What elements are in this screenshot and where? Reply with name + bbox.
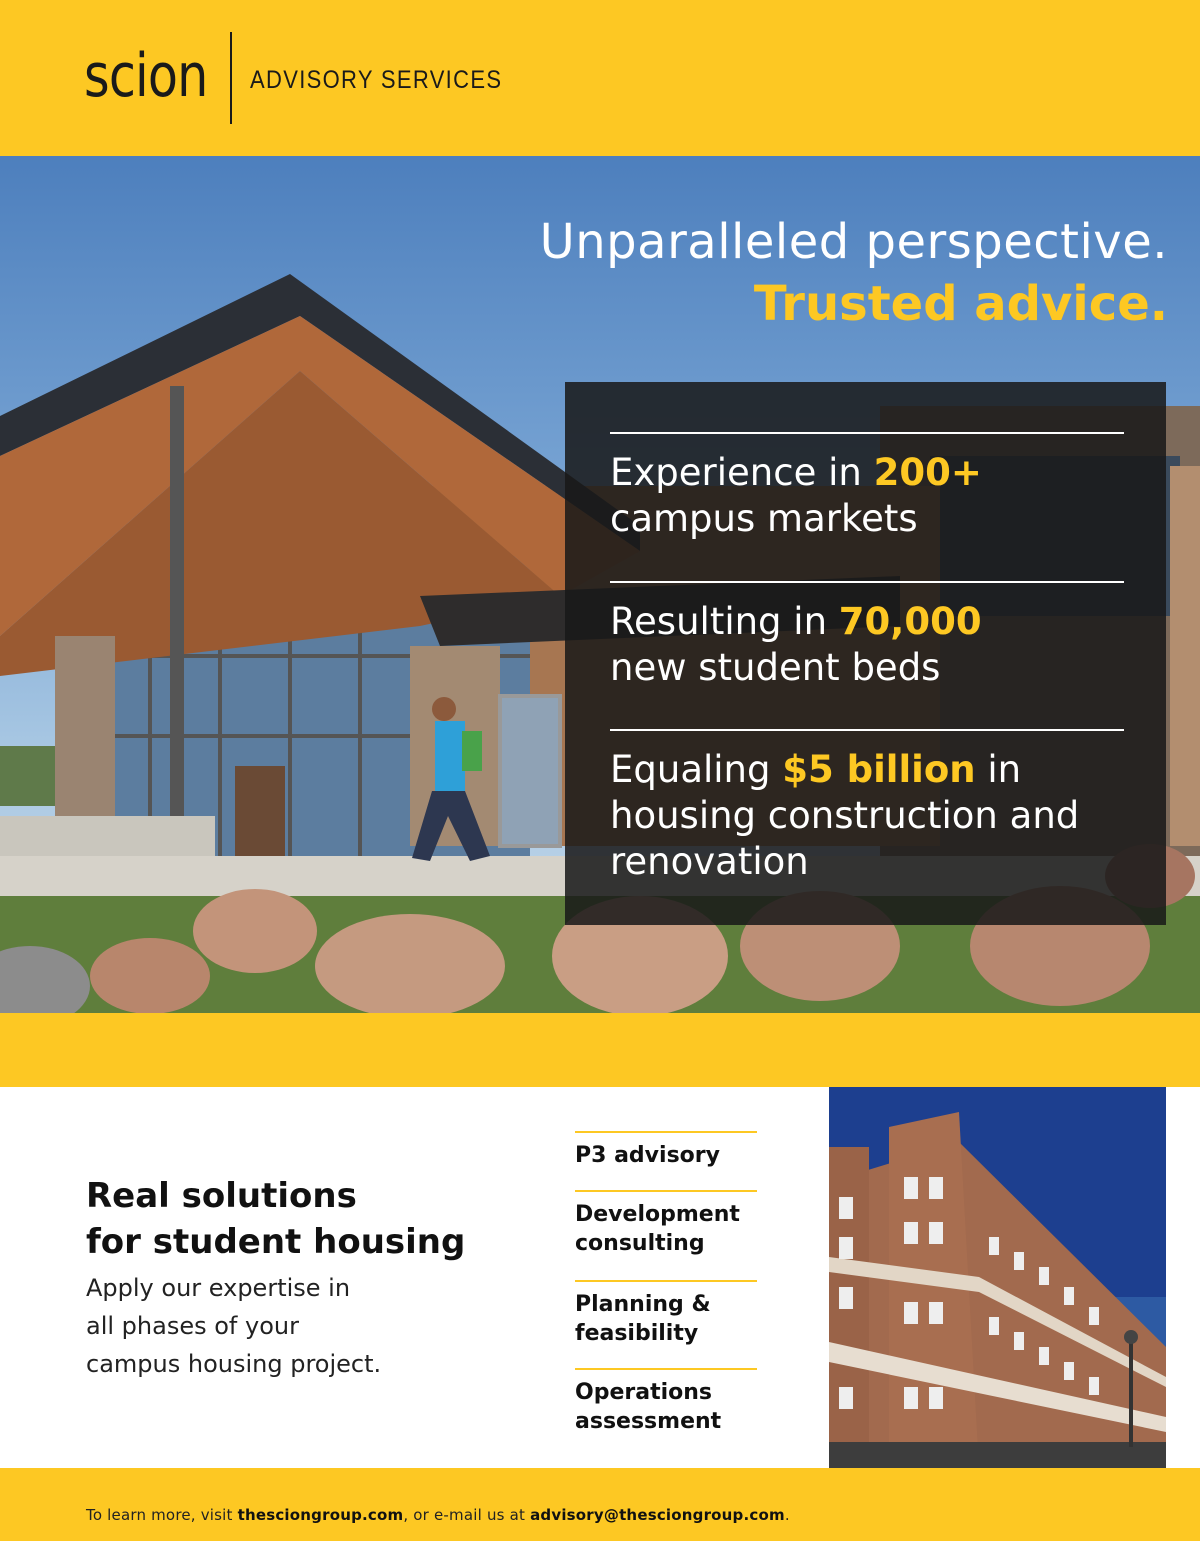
stat-text: Equaling <box>610 748 783 791</box>
service-planning-feasibility: Planning & feasibility <box>575 1280 757 1368</box>
residence-hall-photo <box>829 1087 1166 1468</box>
stat-campus-markets <box>610 432 1124 542</box>
services-list <box>575 1131 757 1458</box>
footer-text-middle: , or e-mail us at <box>403 1506 531 1524</box>
headline-line-2: Trusted advice. <box>753 276 1168 332</box>
stat-highlight: $5 billion <box>782 748 976 791</box>
stat-text: Experience in <box>610 451 874 494</box>
solutions-subtitle <box>86 1269 446 1383</box>
residence-hall-illustration <box>829 1087 1166 1468</box>
service-operations-assessment: Operations assessment <box>575 1368 757 1458</box>
stat-text: Resulting in <box>610 600 839 643</box>
tagline: ADVISORY SERVICES <box>250 66 503 94</box>
headline-line-1: Unparalleled perspective. <box>539 214 1168 270</box>
stat-text: in housing construction and renovation <box>610 748 1080 883</box>
yellow-band <box>0 1013 1200 1087</box>
scion-logo: scion <box>84 41 208 111</box>
hero-section <box>0 156 1200 1013</box>
hero-headline <box>540 212 1168 336</box>
footer-text-suffix: . <box>784 1506 790 1524</box>
solutions-title-line-2: for student housing <box>86 1222 466 1262</box>
footer <box>0 1468 1200 1541</box>
solutions-subtitle-line-2: all phases of your <box>86 1312 299 1340</box>
stats-panel <box>565 382 1166 925</box>
solutions-title <box>86 1173 465 1265</box>
email-link[interactable]: advisory@thesciongroup.com <box>530 1506 785 1524</box>
website-link[interactable]: thesciongroup.com <box>237 1506 404 1524</box>
stat-text: new student beds <box>610 646 941 689</box>
footer-text-prefix: To learn more, visit <box>86 1506 238 1524</box>
stat-student-beds <box>610 581 1124 691</box>
service-p3-advisory: P3 advisory <box>575 1131 757 1190</box>
stat-highlight: 200+ <box>873 451 982 494</box>
footer-contact <box>86 1506 790 1524</box>
service-development-consulting: Development consulting <box>575 1190 757 1280</box>
solutions-section <box>0 1087 1200 1468</box>
solutions-subtitle-line-1: Apply our expertise in <box>86 1274 351 1302</box>
stat-text: campus markets <box>610 497 918 540</box>
solutions-subtitle-line-3: campus housing project. <box>86 1350 382 1378</box>
stat-highlight: 70,000 <box>838 600 982 643</box>
stat-housing-construction <box>610 729 1124 885</box>
logo-divider <box>230 32 232 124</box>
header <box>0 0 1200 156</box>
solutions-title-line-1: Real solutions <box>86 1176 357 1216</box>
